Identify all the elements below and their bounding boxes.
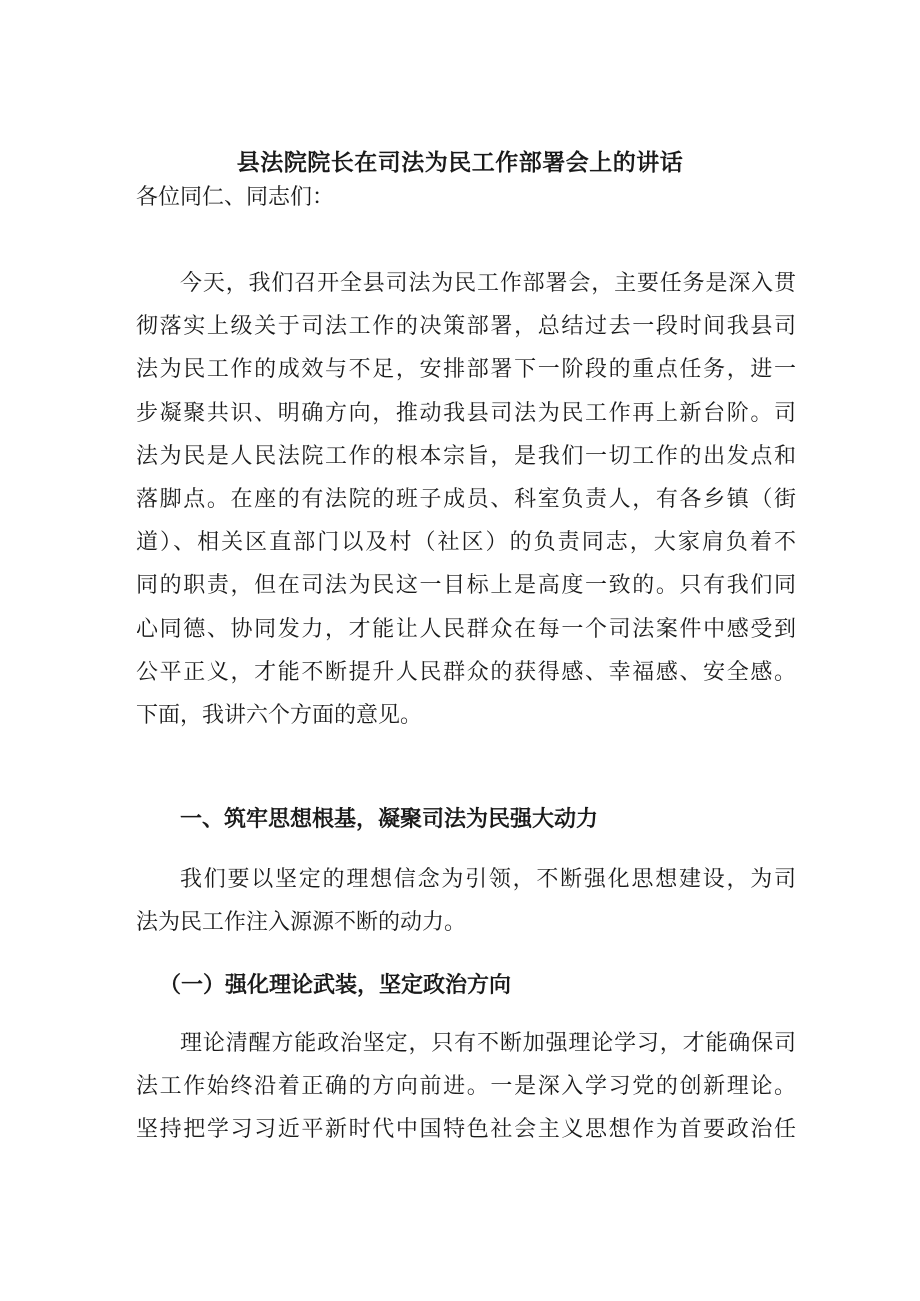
paragraph-section-1 xyxy=(136,858,796,944)
text-line: 法为民工作注入源源不断的动力。 xyxy=(136,910,467,936)
text-line: 心同德、协同发力，才能让人民群众在每一个司法案件中感受到 xyxy=(136,616,796,642)
salutation: 各位同仁、同志们： xyxy=(136,185,335,210)
text-line: 理论清醒方能政治坚定，只有不断加强理论学习，才能确保司 xyxy=(180,1031,796,1056)
subsection-heading-1: （一）强化理论武装，坚定政治方向 xyxy=(159,972,512,998)
paragraph-subsection-1 xyxy=(136,1022,796,1152)
text-line: 道）、相关区直部门以及村（社区）的负责同志，大家肩负着不 xyxy=(136,530,796,556)
text-line: 落脚点。在座的有法院的班子成员、科室负责人，有各乡镇（街 xyxy=(136,487,796,513)
text-line: 步凝聚共识、明确方向，推动我县司法为民工作再上新台阶。司 xyxy=(136,400,796,426)
text-line: 公平正义，才能不断提升人民群众的获得感、幸福感、安全感。 xyxy=(136,659,796,685)
text-line: 同的职责，但在司法为民这一目标上是高度一致的。只有我们同 xyxy=(136,573,796,599)
text-line: 法为民工作的成效与不足，安排部署下一阶段的重点任务，进一 xyxy=(136,357,796,383)
text-line: 法工作始终沿着正确的方向前进。一是深入学习党的创新理论。 xyxy=(136,1074,796,1100)
text-line: 下面，我讲六个方面的意见。 xyxy=(136,703,423,729)
text-line: 彻落实上级关于司法工作的决策部署，总结过去一段时间我县司 xyxy=(136,314,796,340)
text-line: 我们要以坚定的理想信念为引领，不断强化思想建设，为司 xyxy=(180,867,796,892)
text-line: 法为民是人民法院工作的根本宗旨，是我们一切工作的出发点和 xyxy=(136,443,796,469)
paragraph-opening xyxy=(136,262,796,737)
text-line: 坚持把学习习近平新时代中国特色社会主义思想作为首要政治任 xyxy=(136,1117,796,1143)
section-heading-1: 一、筑牢思想根基，凝聚司法为民强大动力 xyxy=(180,806,599,832)
text-line: 今天，我们召开全县司法为民工作部署会，主要任务是深入贯 xyxy=(180,271,796,296)
document-title: 县法院院长在司法为民工作部署会上的讲话 xyxy=(236,149,684,176)
